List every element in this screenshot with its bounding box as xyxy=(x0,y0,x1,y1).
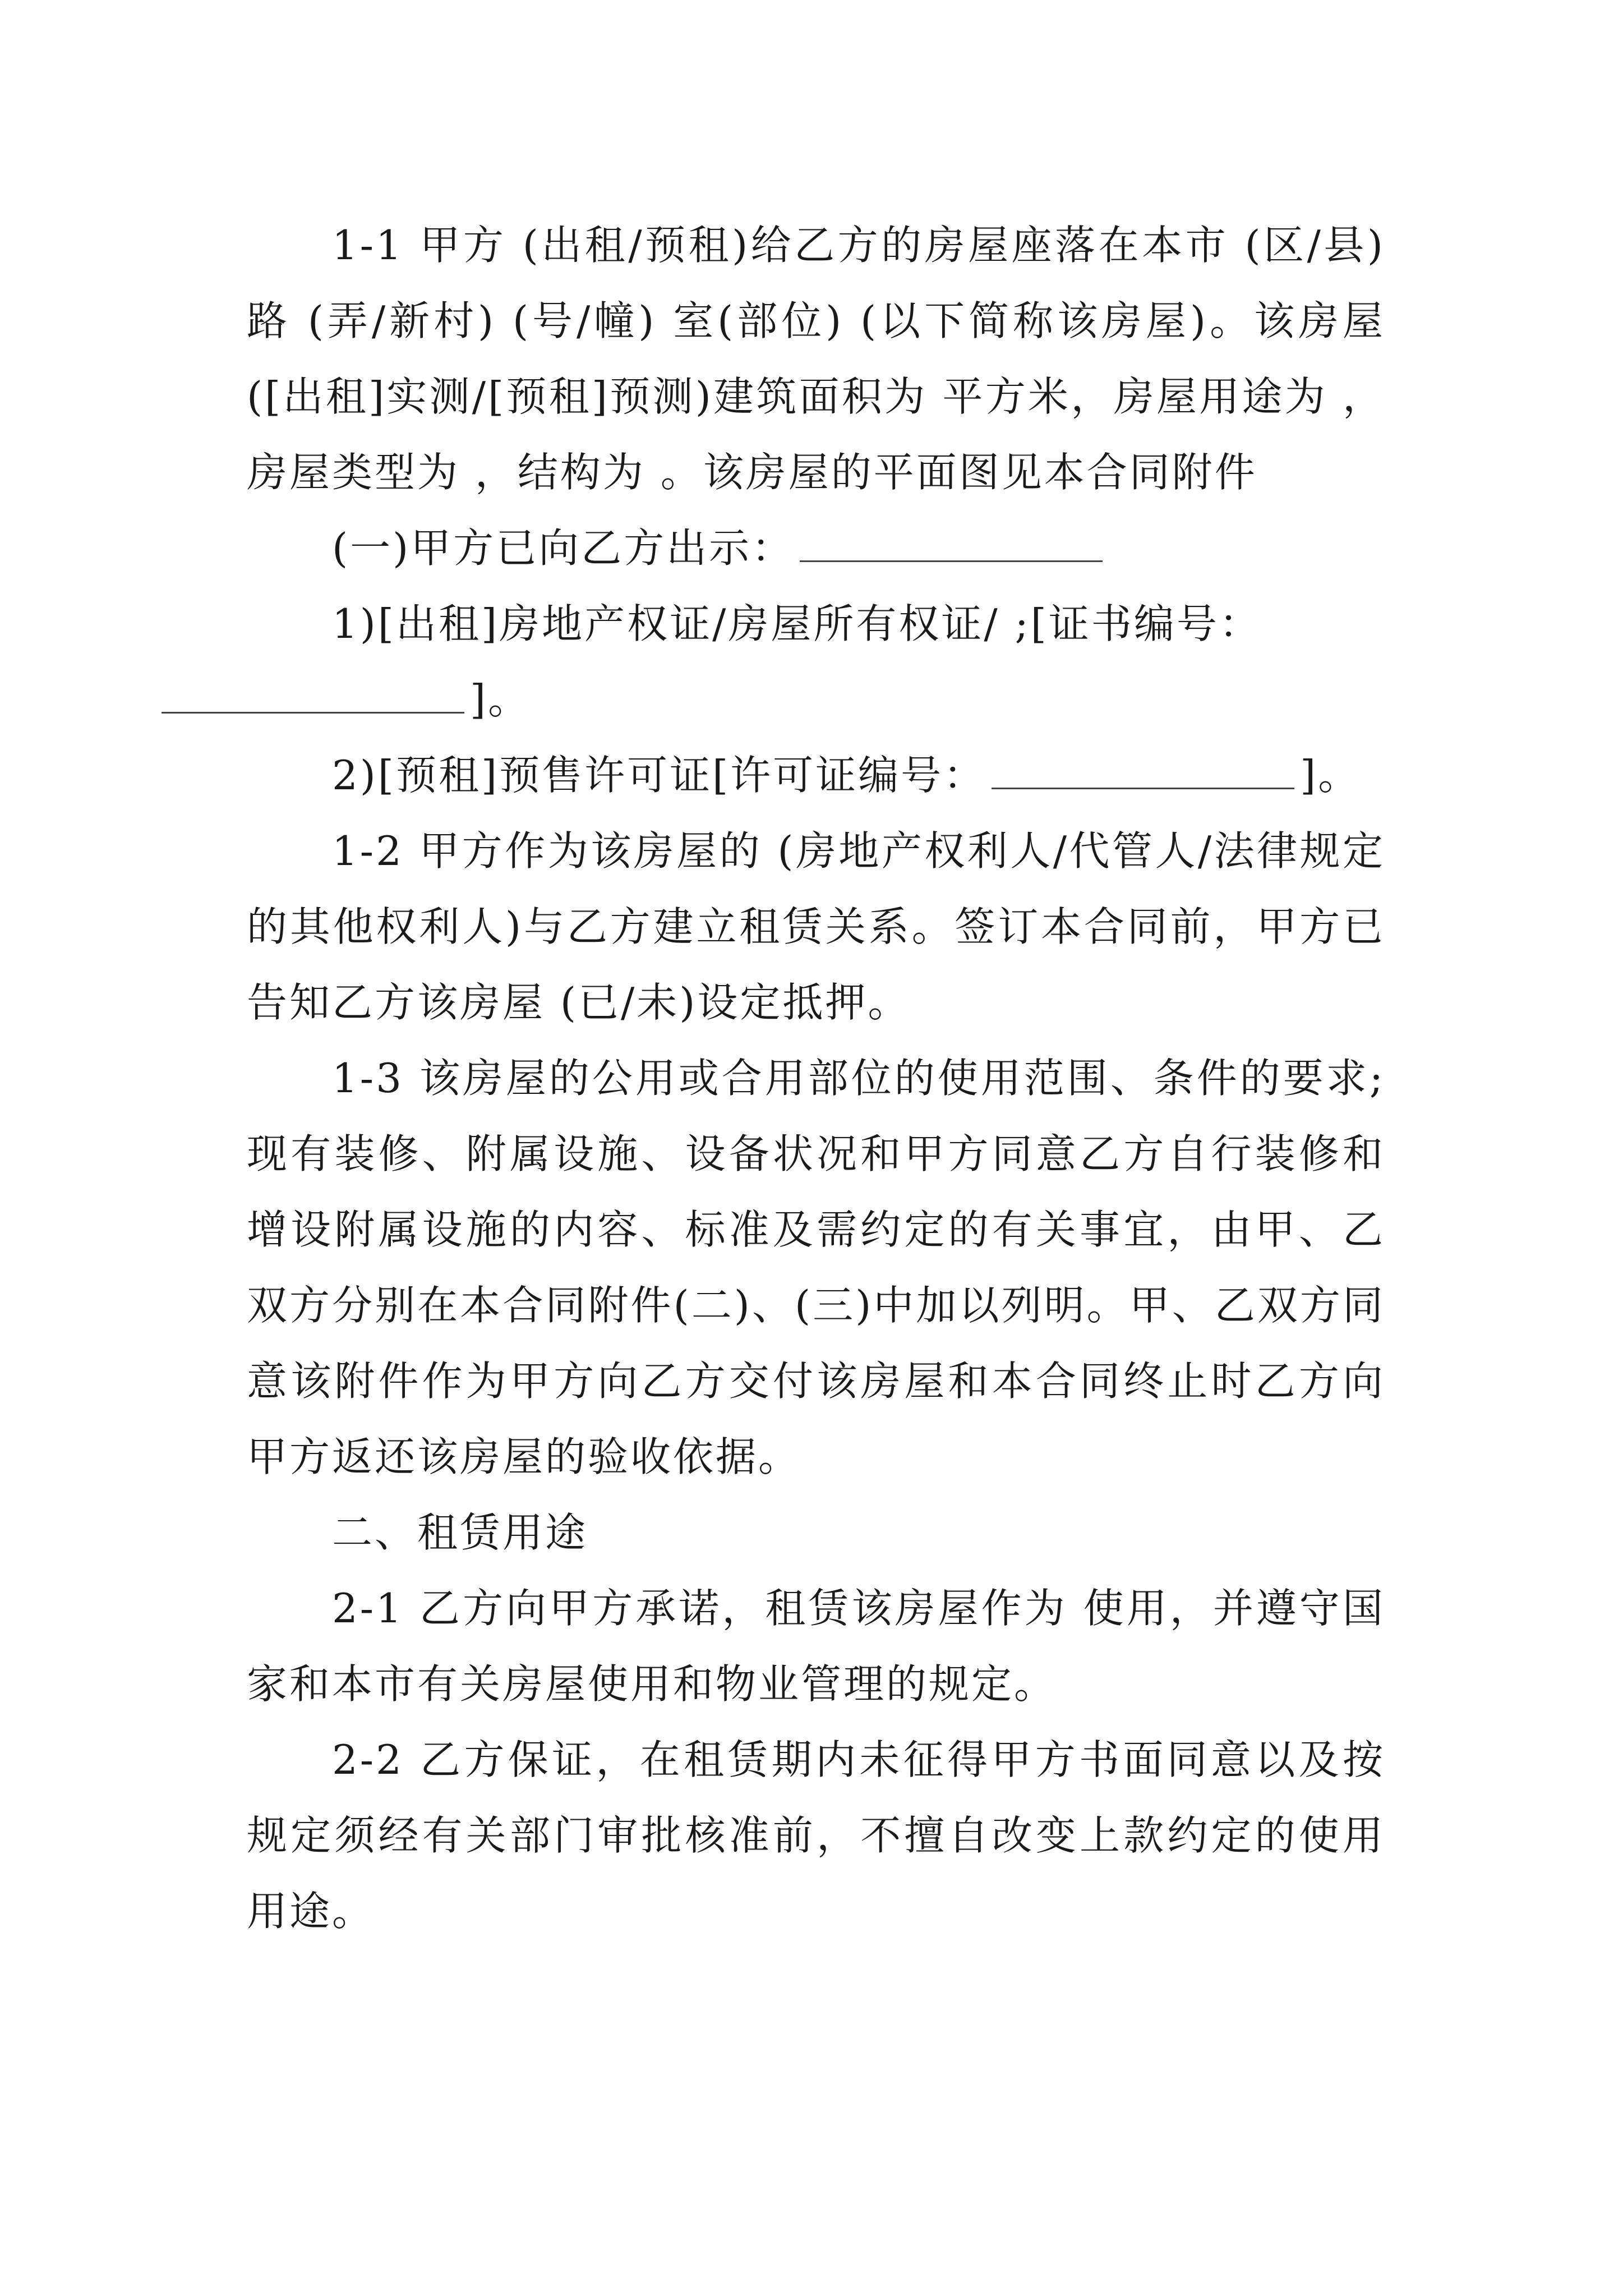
shown-documents-label: (一)甲方已向乙方出示： xyxy=(332,524,795,572)
permit-number-close: ]。 xyxy=(1300,752,1361,799)
shown-documents-blank[interactable] xyxy=(800,527,1103,562)
certificate-number-blank[interactable] xyxy=(162,678,464,714)
clause-2-1: 2-1 乙方向甲方承诺，租赁该房屋作为 使用，并遵守国家和本市有关房屋使用和物业管理的规定。 xyxy=(247,1585,1385,1708)
clause-1-2: 1-2 甲方作为该房屋的 (房地产权利人/代管人/法律规定的其他权利人)与乙方建立租赁关系。签订本合同前，甲方已告知乙方该房屋 (已/未)设定抵押。 xyxy=(247,827,1385,1026)
certificate-number-close: ]。 xyxy=(470,676,531,723)
section-2-heading: 二、租赁用途 xyxy=(332,1509,588,1556)
presale-permit-label: 2)[预租]预售许可证[许可证编号： xyxy=(332,752,986,799)
clause-2-2: 2-2 乙方保证，在租赁期内未征得甲方书面同意以及按规定须经有关部门审批核准前，不擅自改变上款约定的使用用途。 xyxy=(247,1736,1385,1935)
document-body xyxy=(247,208,1385,1949)
property-certificate-label: 1)[出租]房地产权证/房屋所有权证/ ;[证书编号： xyxy=(332,600,1262,647)
shown-documents-line xyxy=(247,510,1385,586)
clause-1-1: 1-1 甲方 (出租/预租)给乙方的房屋座落在本市 (区/县) 路 (弄/新村) (号/幢) 室(部位) (以下简称该房屋)。该房屋 ([出租]实测/[预租]预测)建筑面积为 平方米，房屋用途为 ，房屋类型为 ，结构为 。该房屋的平面图见本合同附件 xyxy=(247,222,1385,496)
property-certificate-line xyxy=(247,586,1385,738)
presale-permit-line xyxy=(247,738,1385,813)
clause-1-3: 1-3 该房屋的公用或合用部位的使用范围、条件的要求;现有装修、附属设施、设备状况和甲方同意乙方自行装修和增设附属设施的内容、标准及需约定的有关事宜，由甲、乙双方分别在本合同附件(二)、(三)中加以列明。甲、乙双方同意该附件作为甲方向乙方交付该房屋和本合同终止时乙方向甲方返还该房屋的验收依据。 xyxy=(247,1055,1385,1480)
permit-number-blank[interactable] xyxy=(992,754,1294,789)
